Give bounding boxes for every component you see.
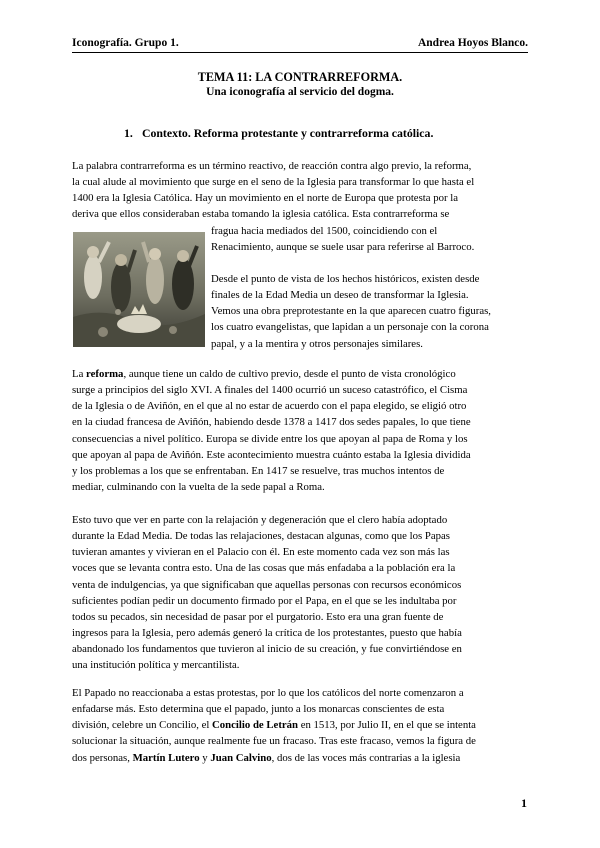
paragraph-3 (72, 366, 527, 495)
paragraph-1 (72, 158, 527, 223)
title-block (72, 70, 528, 100)
document-title: TEMA 11: LA CONTRARREFORMA. (197, 70, 403, 84)
text-line: ingresos para la Iglesia, pero además generó la crítica de los protestantes, puesto que había (72, 627, 462, 640)
text-line: deriva que ellos consideraban estaba tomando la iglesia católica. Esta contrarreforma se (72, 208, 450, 221)
text-line: enfadarse más. Esto determina que el papado, junto a los monarcas conscientes de esta (72, 703, 445, 716)
text-line: que apoyan al papa de Aviñón. Este acontecimiento muestra cuánto estaba la Iglesia dividida (72, 448, 471, 461)
section-number: 1. (124, 126, 133, 140)
text-line: venta de indulgencias, ya que significaban que aquellas personas con recursos económicos (72, 578, 462, 591)
text-line: voces que se levanta contra esto. Una de las cosas que más enfadaba a la población era la (72, 562, 456, 575)
header-course: Iconografía. Grupo 1. (72, 37, 179, 49)
paragraph-4 (72, 512, 527, 674)
text-fragment: , dos de las voces más contrarias a la iglesia (271, 751, 461, 764)
text-line (72, 750, 527, 766)
text-line: La palabra contrarreforma es un término reactivo, de reacción contra algo previo, la reforma, (72, 160, 472, 172)
text-fragment: dos personas, (72, 751, 133, 764)
text-line: todos su pecados, sin necesidad de pasar por el purgatorio. Esto era una gran fuente de (72, 610, 444, 623)
bold-term-lutero: Martín Lutero (132, 751, 200, 764)
text-line (72, 366, 527, 382)
text-line: los cuatro evangelistas, que lapidan a un personaje con la corona (211, 321, 489, 334)
text-line: mediar, culminando con la vuelta de la sede papal a Roma. (72, 481, 325, 494)
section-heading (124, 126, 433, 141)
text-fragment: , aunque tiene un caldo de cultivo previo, desde el punto de vista cronológico (123, 368, 456, 380)
text-fragment: y (199, 751, 211, 764)
text-line: surge a principios del siglo XVI. A finales del 1400 ocurrió un suceso catastrófico, el Cisma (72, 384, 468, 397)
text-fragment: división, celebre un Concilio, el (72, 719, 213, 732)
text-line: Renacimiento, aunque se suele usar para referirse al Barroco. (211, 240, 475, 253)
painting-image (73, 232, 205, 347)
text-line: fragua hacia mediados del 1500, coincidiendo con el (211, 224, 438, 237)
text-line: El Papado no reaccionaba a estas protestas, por lo que los católicos del norte comenzaron a (72, 687, 464, 699)
paragraph-1-wrap (211, 223, 527, 255)
text-line: en la ciudad francesa de Aviñón, habiendo desde 1378 a 1417 dos sedes papales, lo que tiene (72, 416, 471, 429)
text-line: papal, y a la mentira y otros personajes similares. (211, 337, 423, 350)
text-line: y los problemas a los que se enfrentaban. En 1417 se resuelve, tras muchos intentos de (72, 464, 445, 477)
text-line (72, 717, 527, 733)
header-author: Andrea Hoyos Blanco. (417, 37, 528, 49)
text-line: Vemos una obra preprotestante en la que aparecen cuatro figuras, (211, 305, 491, 318)
text-line: consecuencias a nivel político. Europa se divide entre los que apoyan al papa de Roma y los (72, 432, 468, 445)
bold-term-concilio: Concilio de Letrán (212, 719, 299, 732)
text-line: solucionar la situación, aunque realmente fue un fracaso. Tras este fracaso, vemos la figura de (72, 735, 476, 748)
text-line: de la Iglesia o de Aviñón, en el que al no estar de acuerdo con el papa elegido, se eligió otro (72, 400, 467, 413)
text-fragment: en 1513, por Julio II, en el que se intenta (298, 719, 476, 732)
text-line: la cual alude al movimiento que surge en el seno de la Iglesia para transformar lo que hasta el (72, 176, 475, 189)
section-title: Contexto. Reforma protestante y contrarreforma católica. (141, 126, 434, 140)
text-line: tuvieran amantes y vivieran en el Palacio con él. En este momento cada vez son más las (72, 546, 450, 559)
painting-illustration (73, 232, 205, 347)
bold-term-calvino: Juan Calvino (210, 751, 272, 764)
document-subtitle: Una iconografía al servicio del dogma. (206, 86, 394, 98)
text-line: una institución política y mercantilista. (72, 659, 240, 672)
text-line: suficientes podían pedir un documento firmado por el Papa, en el que se les indultaba por (72, 594, 457, 607)
bold-term-reforma: reforma (86, 368, 124, 380)
text-line: abandonado los fundamentos que tuvieron al inicio de su creación, y fue convirtiéndose en (72, 643, 462, 656)
text-fragment: La (72, 368, 87, 380)
paragraph-5 (72, 685, 527, 766)
text-line: Desde el punto de vista de los hechos históricos, existen desde (211, 273, 480, 285)
page-header (72, 36, 528, 53)
text-line: 1400 era la Iglesia Católica. Hay un movimiento en el norte de Europa que protesta por la (72, 192, 458, 205)
text-line: Esto tuvo que ver en parte con la relajación y degeneración que el clero había adoptado (72, 514, 448, 526)
text-line: durante la Edad Media. De todas las relajaciones, destacan algunas, como que los Papas (72, 530, 450, 543)
text-line: finales de la Edad Media un deseo de transformar la Iglesia. (211, 289, 469, 302)
page-number: 1 (521, 796, 527, 810)
paragraph-2 (211, 271, 527, 352)
